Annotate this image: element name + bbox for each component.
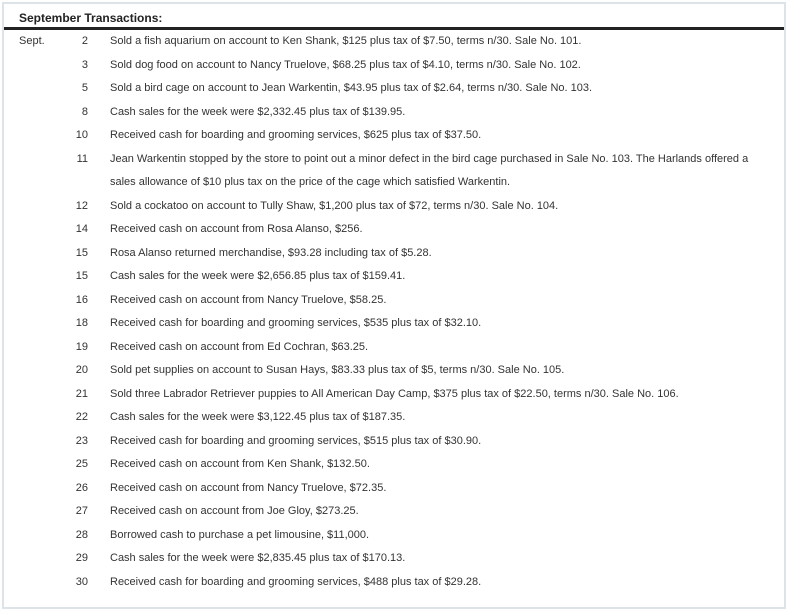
transaction-description: Rosa Alanso returned merchandise, $93.28 including tax of $5.28. [110,246,432,259]
transaction-description: Received cash for boarding and grooming services, $535 plus tax of $32.10. [110,317,482,329]
transaction-day: 23 [75,434,88,447]
transaction-description: Jean Warkentin stopped by the store to point out a minor defect in the bird cage purchased in Sale No. 103. The Harlands offered a sales allowance of $10 plus tax on the price of the cage which satisfied Warkentin. [110,152,749,188]
transaction-row [4,359,784,383]
transaction-description: Received cash on account from Ken Shank, $132.50. [110,458,370,470]
transaction-description: Sold a cockatoo on account to Tully Shaw, $1,200 plus tax of $72, terms n/30. Sale No. 104. [110,199,559,212]
transaction-description: Sold three Labrador Retriever puppies to All American Day Camp, $375 plus tax of $22.50, terms n/30. Sale No. 106. [110,387,679,400]
transaction-description: Cash sales for the week were $2,332.45 plus tax of $139.95. [110,105,406,118]
transaction-description: Cash sales for the week were $3,122.45 plus tax of $187.35. [110,411,406,423]
transaction-description: Cash sales for the week were $2,835.45 plus tax of $170.13. [110,552,406,564]
transaction-description: Sold pet supplies on account to Susan Hays, $83.33 plus tax of $5, terms n/30. Sale No. 105. [110,364,565,376]
transaction-row [4,77,784,101]
transaction-row [4,406,784,430]
transaction-row [4,54,784,78]
transactions-list [4,30,784,594]
transaction-row [4,571,784,595]
table-title: September Transactions: [4,4,784,30]
transaction-row [4,242,784,266]
transaction-row [4,524,784,548]
transaction-row [4,124,784,148]
transaction-day: 3 [81,58,88,71]
transaction-description: Received cash on account from Joe Gloy, $273.25. [110,505,359,517]
transaction-row [4,101,784,125]
transaction-day: 21 [75,387,88,400]
transaction-description: Borrowed cash to purchase a pet limousine, $11,000. [110,528,370,541]
transaction-day: 16 [75,293,88,306]
transaction-description: Received cash on account from Nancy Truelove, $72.35. [110,481,387,494]
transaction-day: 29 [75,552,88,564]
transaction-row [4,312,784,336]
transaction-day: 27 [75,505,88,517]
transaction-description: Received cash for boarding and grooming services, $625 plus tax of $37.50. [110,129,482,141]
transaction-description: Sold a bird cage on account to Jean Warkentin, $43.95 plus tax of $2.64, terms n/30. Sale No. 103. [110,82,593,94]
transaction-row [4,289,784,313]
transaction-row [4,453,784,477]
transaction-day: 5 [81,82,88,94]
month-label: Sept. [19,35,45,47]
transaction-day: 26 [75,481,88,494]
transaction-description: Sold dog food on account to Nancy Truelove, $68.25 plus tax of $4.10, terms n/30. Sale No. 102. [110,58,581,71]
transaction-row [4,218,784,242]
transaction-day: 8 [81,105,88,118]
transaction-description: Sold a fish aquarium on account to Ken Shank, $125 plus tax of $7.50, terms n/30. Sale No. 101. [110,35,582,47]
transaction-description: Received cash on account from Ed Cochran, $63.25. [110,340,369,353]
transaction-row [4,430,784,454]
transactions-panel [2,2,786,609]
transaction-row [4,30,784,54]
transaction-row [4,195,784,219]
transaction-day: 15 [75,270,88,282]
transaction-day: 12 [75,199,88,212]
transaction-day: 19 [75,340,88,353]
transaction-day: 25 [75,458,88,470]
transaction-day: 14 [75,223,88,235]
transaction-description: Received cash for boarding and grooming services, $515 plus tax of $30.90. [110,434,482,447]
transaction-day: 2 [81,35,88,47]
transaction-row [4,477,784,501]
transaction-day: 20 [75,364,88,376]
transaction-description: Received cash on account from Nancy Truelove, $58.25. [110,293,387,306]
transaction-day: 28 [75,528,88,541]
transaction-row [4,383,784,407]
transaction-day: 11 [76,152,88,165]
transaction-day: 22 [75,411,88,423]
transaction-row [4,547,784,571]
transaction-day: 30 [75,575,88,588]
transaction-day: 18 [75,317,88,329]
transaction-description: Received cash on account from Rosa Alanso, $256. [110,223,363,235]
transaction-description: Received cash for boarding and grooming services, $488 plus tax of $29.28. [110,575,482,588]
transaction-day: 10 [75,129,88,141]
transaction-row [4,336,784,360]
transaction-description: Cash sales for the week were $2,656.85 plus tax of $159.41. [110,270,406,282]
transaction-day: 15 [75,246,88,259]
transaction-row [4,265,784,289]
transaction-row [4,500,784,524]
transaction-row [4,148,784,195]
